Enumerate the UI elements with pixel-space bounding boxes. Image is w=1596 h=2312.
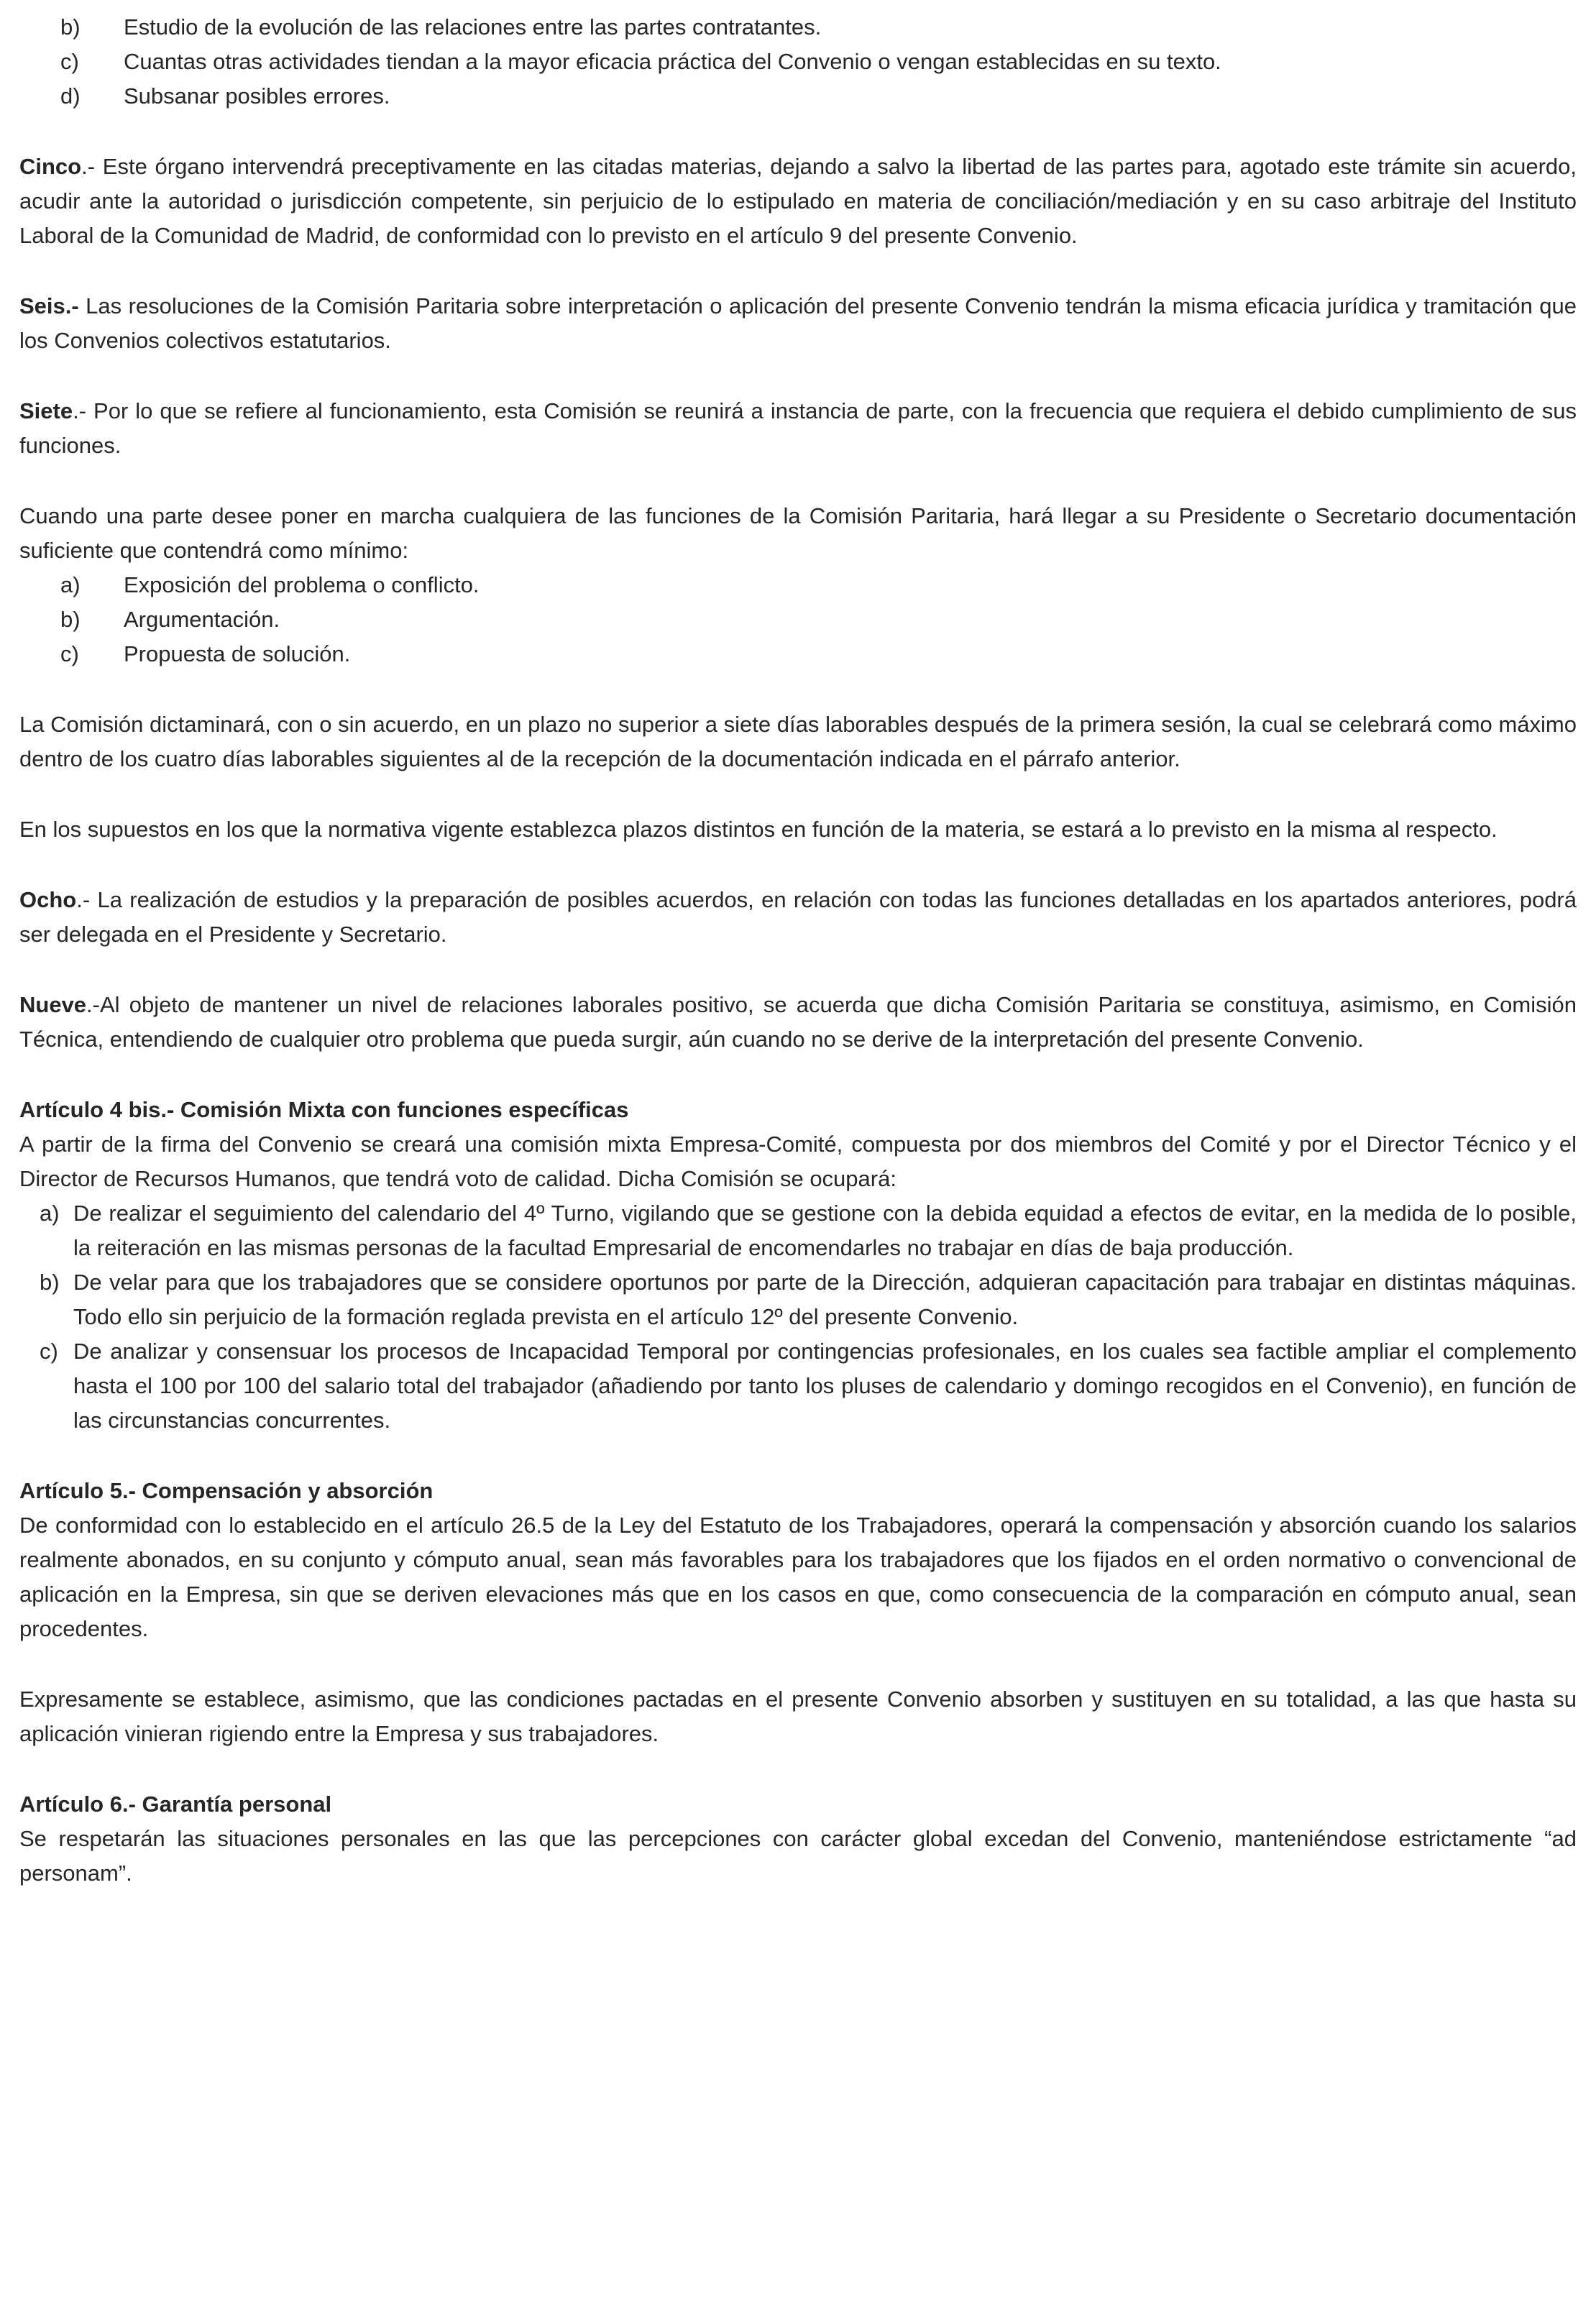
paragraph-lead: Nueve — [19, 992, 87, 1017]
list-item — [19, 1265, 1577, 1334]
paragraph-text: Las resoluciones de la Comisión Paritaria sobre interpretación o aplicación del presente Convenio tendrán la misma eficacia jurídica y tramitación que los Convenios colectivos estatutarios. — [19, 293, 1577, 353]
paragraph-ocho — [19, 883, 1577, 952]
list-item-text: Cuantas otras actividades tiendan a la mayor eficacia práctica del Convenio o vengan establecidas en su texto. — [124, 49, 1221, 74]
list-item — [19, 637, 1577, 671]
article-5-heading: Artículo 5.- Compensación y absorción — [19, 1478, 434, 1503]
paragraph-dictaminara — [19, 707, 1577, 776]
alpha-list-comision-mixta — [19, 1196, 1577, 1438]
list-item-marker: b) — [40, 1270, 60, 1295]
paragraph-lead: Cinco — [19, 154, 82, 179]
list-item — [19, 568, 1577, 602]
paragraph-text: La Comisión dictaminará, con o sin acuerdo, en un plazo no superior a siete días laborables después de la primera sesión, la cual se celebrará como máximo dentro de los cuatro días laborables siguientes al de la recepción de la documentación indicada en el párrafo anterior. — [19, 712, 1577, 771]
list-item-text: De analizar y consensuar los procesos de Incapacidad Temporal por contingencias profesionales, en los cuales sea factible ampliar el complemento hasta el 100 por 100 del salario total del trabajador (añadiendo por tanto los pluses de calendario y domingo recogidos en el Convenio), en función de las circunstancias concurrentes. — [73, 1339, 1577, 1433]
alpha-list-minimum-content — [19, 568, 1577, 671]
paragraph-text: .- Por lo que se refiere al funcionamiento, esta Comisión se reunirá a instancia de parte, con la frecuencia que requiera el debido cumplimiento de sus funciones. — [19, 398, 1577, 458]
list-item-text: Estudio de la evolución de las relaciones entre las partes contratantes. — [124, 14, 822, 40]
list-item — [19, 10, 1577, 45]
paragraph-text: De conformidad con lo establecido en el artículo 26.5 de la Ley del Estatuto de los Trabajadores, operará la compensación y absorción cuando los salarios realmente abonados, en su conjunto y cómputo anual, sean más favorables para los trabajadores que los fijados en el orden normativo o convencional de aplicación en la Empresa, sin que se deriven elevaciones más que en los casos en que, como consecuencia de la comparación en cómputo anual, sean procedentes. — [19, 1513, 1577, 1641]
list-item-marker: d) — [60, 83, 81, 109]
list-item — [19, 45, 1577, 79]
list-item — [19, 1196, 1577, 1265]
paragraph-nueve — [19, 988, 1577, 1057]
paragraph-lead: Ocho — [19, 887, 77, 912]
paragraph-cinco — [19, 150, 1577, 253]
paragraph-lead: Siete — [19, 398, 73, 423]
list-item-marker: b) — [60, 607, 81, 632]
paragraph-text: .-Al objeto de mantener un nivel de relaciones laborales positivo, se acuerda que dicha Comisión Paritaria se constituya, asimismo, en Comisión Técnica, entendiendo de cualquier otro problema que pueda surgir, aún cuando no se derive de la interpretación del presente Convenio. — [19, 992, 1577, 1052]
list-item-text: Argumentación. — [124, 607, 280, 632]
list-item-marker: b) — [60, 14, 81, 40]
list-item-text: De velar para que los trabajadores que se considere oportunos por parte de la Dirección, adquieran capacitación para trabajar en distintas máquinas. Todo ello sin perjuicio de la formación reglada prevista en el artículo 12º del presente Convenio. — [73, 1270, 1577, 1329]
list-item-text: Exposición del problema o conflicto. — [124, 572, 480, 597]
list-item-marker: c) — [60, 49, 79, 74]
paragraph-4bis-intro — [19, 1127, 1577, 1196]
article-6-heading: Artículo 6.- Garantía personal — [19, 1792, 332, 1817]
paragraph-lead: Seis.- — [19, 293, 79, 318]
paragraph-text: Se respetarán las situaciones personales en las que las percepciones con carácter global excedan del Convenio, manteniéndose estrictamente “ad personam”. — [19, 1826, 1577, 1886]
paragraph-compensacion — [19, 1508, 1577, 1646]
list-item-marker: c) — [60, 641, 79, 666]
list-item-marker: a) — [40, 1201, 60, 1226]
list-item — [19, 1334, 1577, 1438]
paragraph-text: .- La realización de estudios y la preparación de posibles acuerdos, en relación con todas las funciones detalladas en los apartados anteriores, podrá ser delegada en el Presidente y Secretario. — [19, 887, 1577, 947]
article-4bis-heading: Artículo 4 bis.- Comisión Mixta con funciones específicas — [19, 1097, 629, 1122]
list-item-marker: c) — [40, 1339, 58, 1364]
paragraph-seis — [19, 289, 1577, 358]
list-item — [19, 79, 1577, 114]
paragraph-garantia — [19, 1822, 1577, 1891]
paragraph-text: Expresamente se establece, asimismo, que las condiciones pactadas en el presente Convenio absorben y sustituyen en su totalidad, a las que hasta su aplicación vinieran rigiendo entre la Empresa y sus trabajadores. — [19, 1687, 1577, 1746]
paragraph-text: A partir de la firma del Convenio se creará una comisión mixta Empresa-Comité, compuesta por dos miembros del Comité y por el Director Técnico y el Director de Recursos Humanos, que tendrá voto de calidad. Dicha Comisión se ocupará: — [19, 1132, 1577, 1191]
paragraph-supuestos — [19, 812, 1577, 847]
alpha-list-functions — [19, 10, 1577, 114]
paragraph-text: .- Este órgano intervendrá preceptivamente en las citadas materias, dejando a salvo la libertad de las partes para, agotado este trámite sin acuerdo, acudir ante la autoridad o jurisdicción competente, sin perjuicio de lo estipulado en materia de conciliación/mediación y en su caso arbitraje del Instituto Laboral de la Comunidad de Madrid, de conformidad con lo previsto en el artículo 9 del presente Convenio. — [19, 154, 1577, 248]
list-item-marker: a) — [60, 572, 81, 597]
list-item-text: De realizar el seguimiento del calendario del 4º Turno, vigilando que se gestione con la debida equidad a efectos de evitar, en la medida de lo posible, la reiteración en las mismas personas de la facultad Empresarial de encomendarles no trabajar en días de baja producción. — [73, 1201, 1577, 1260]
list-item-text: Propuesta de solución. — [124, 641, 351, 666]
list-item-text: Subsanar posibles errores. — [124, 83, 390, 109]
paragraph-expresamente — [19, 1682, 1577, 1751]
paragraph-text: Cuando una parte desee poner en marcha cualquiera de las funciones de la Comisión Paritaria, hará llegar a su Presidente o Secretario documentación suficiente que contendrá como mínimo: — [19, 503, 1577, 563]
paragraph-cuando — [19, 499, 1577, 568]
paragraph-text: En los supuestos en los que la normativa vigente establezca plazos distintos en función de la materia, se estará a lo previsto en la misma al respecto. — [19, 817, 1498, 842]
list-item — [19, 602, 1577, 637]
paragraph-siete — [19, 394, 1577, 463]
